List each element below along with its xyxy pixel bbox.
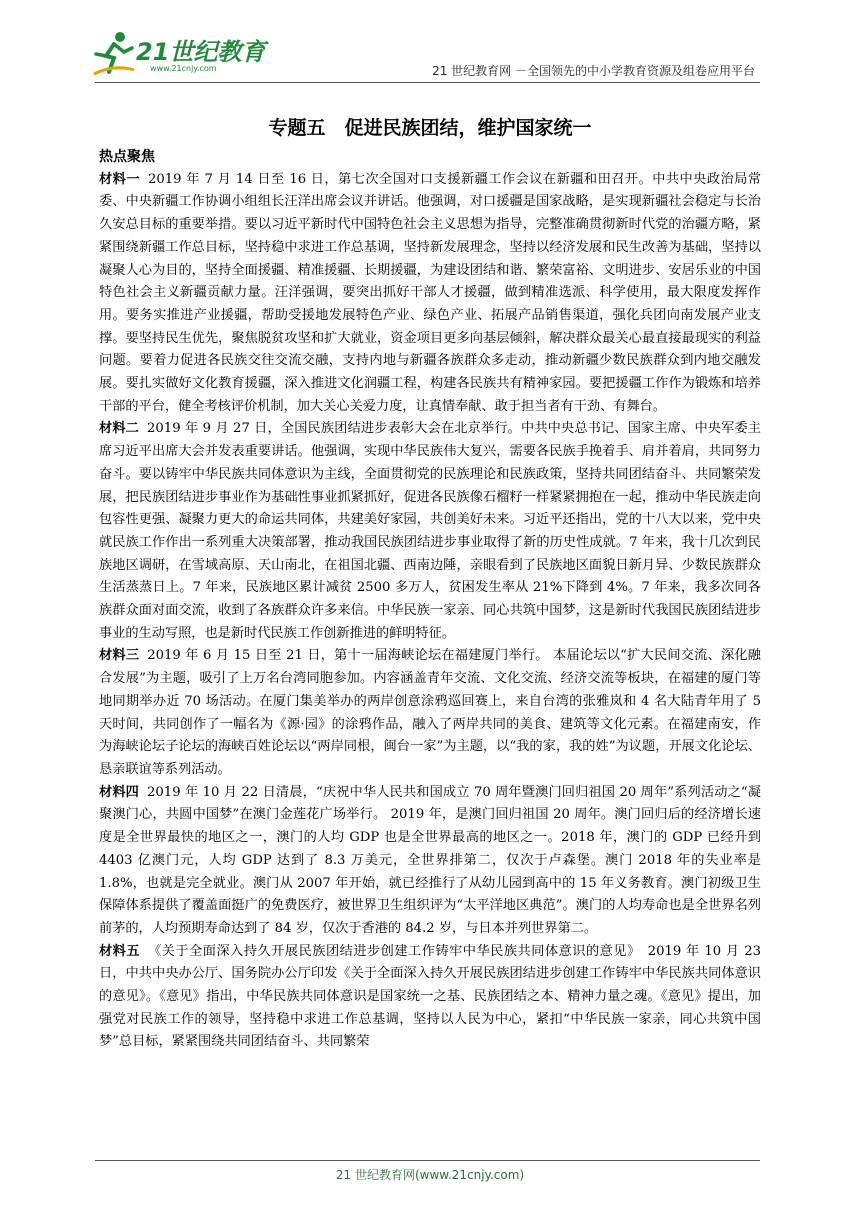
material-paragraph [99,169,761,419]
material-label: 材料三 [99,648,140,664]
header-tagline: 21 世纪教育网 －全国领先的中小学教育资源及组卷应用平台 [432,64,755,78]
material-text: 2019 年 9 月 27 日，全国民族团结进步表彰大会在北京举行。中共中央总书记、国家主席、中央军委主席习近平出席大会并发表重要讲话。他强调，实现中华民族伟大复兴，需要各民族手挽着手、肩并着肩，共同努力奋斗。要以铸牢中华民族共同体意识为主线，全面贯彻党的民族理论和民族政策，坚持共同团结奋斗、共同繁荣发展，把民族团结进步事业作为基础性事业抓紧抓好，促进各民族像石榴籽一样紧紧拥抱在一起，推动中华民族走向包容性更强、凝聚力更大的命运共同体，共建美好家园，共创美好未来。习近平还指出，党的十八大以来，党中央就民族工作作出一系列重大决策部署，推动我国民族团结进步事业取得了新的历史性成就。7 年来，我十几次到民族地区调研，在雪域高原、天山南北，在祖国北疆、西南边陲，亲眼看到了民族地区面貌日新月异、少数民族群众生活蒸蒸日上。7 年来，民族地区累计减贫 2500 多万人，贫困发生率从 21%下降到 4%。7 年来，我多次同各族群众面对面交流，收到了各族群众许多来信。中华民族一家亲、同心共筑中国梦，这是新时代我国民族团结进步事业的生动写照，也是新时代民族工作创新推进的鲜明特征。 [99,421,761,641]
footer-divider [95,1160,760,1161]
material-label: 材料二 [99,421,140,437]
header-divider [95,82,760,83]
material-paragraph [99,941,761,1055]
logo-url: www.21cnjy.com [150,64,217,73]
material-label: 材料五 [99,943,141,959]
material-label: 材料四 [99,784,140,800]
page-header [0,0,860,90]
footer-link[interactable]: 21 世纪教育网(www.21cnjy.com) [335,1168,525,1182]
material-paragraph [99,782,761,941]
document-body [99,146,761,1054]
material-paragraph [99,418,761,645]
material-text: 2019 年 10 月 22 日清晨，“庆祝中华人民共和国成立 70 周年暨澳门回归祖国 20 周年”系列活动之“凝聚澳门心，共圆中国梦”在澳门金莲花广场举行。 2019 年，是澳门回归祖国 20 周年。澳门回归后的经济增长速度是全世界最快的地区之一，澳门的人均 GDP 也是全世界最高的地区之一。2018 年，澳门的 GDP 已经升到 4403 亿澳门元，人均 GDP 达到了 8.3 万美元，全世界排第二，仅次于卢森堡。澳门 2018 年的失业率是 1.8%，也就是完全就业。澳门从 2007 年开始，就已经推行了从幼儿园到高中的 15 年义务教育。澳门初级卫生保障体系提供了覆盖面挺广的免费医疗，被世界卫生组织评为“太平洋地区典范”。澳门的人均寿命也是全世界名列前茅的，人均预期寿命达到了 84 岁，仅次于香港的 84.2 岁，与日本并列世界第二。 [99,784,761,936]
section-heading: 热点聚焦 [99,149,155,165]
runner-logo-icon [92,30,136,76]
document-title: 专题五 促进民族团结，维护国家统一 [268,117,592,139]
logo-text: 21世纪教育 [136,38,266,66]
material-paragraph [99,645,761,781]
site-logo[interactable] [92,30,266,80]
material-text: 2019 年 6 月 15 日至 21 日，第十一届海峡论坛在福建厦门举行。 本届论坛以“扩大民间交流、深化融合发展”为主题，吸引了上万名台湾同胞参加。内容涵盖青年交流、文化交流、经济交流等板块，在福建的厦门等地同期举办近 70 场活动。在厦门集美举办的两岸创意涂鸦巡回赛上，来自台湾的张雅岚和 4 名大陆青年用了 5 天时间，共同创作了一幅名为《源·园》的涂鸦作品，融入了两岸共同的美食、建筑等文化元素。在福建南安，作为海峡论坛子论坛的海峡百姓论坛以“两岸同根，闽台一家”为主题，以“我的家，我的姓”为议题，开展文化论坛、恳亲联谊等系列活动。 [99,648,761,777]
material-text: 《关于全面深入持久开展民族团结进步创建工作铸牢中华民族共同体意识的意见》 2019 年 10 月 23 日，中共中央办公厅、国务院办公厅印发《关于全面深入持久开展民族团结进步创建工作铸牢中华民族共同体意识的意见》。《意见》指出，中华民族共同体意识是国家统一之基、民族团结之本、精神力量之魂。《意见》提出，加强党对民族工作的领导，坚持稳中求进工作总基调，坚持以人民为中心，紧扣“中华民族一家亲，同心共筑中国梦”总目标，紧紧围绕共同团结奋斗、共同繁荣 [99,943,762,1050]
material-text: 2019 年 7 月 14 日至 16 日，第七次全国对口支援新疆工作会议在新疆和田召开。中共中央政治局常委、中央新疆工作协调小组组长汪洋出席会议并讲话。他强调，对口援疆是国家战略，是实现新疆社会稳定与长治久安总目标的重要举措。要以习近平新时代中国特色社会主义思想为指导，完整准确贯彻新时代党的治疆方略，紧紧围绕新疆工作总目标，坚持稳中求进工作总基调，坚持新发展理念，坚持以经济发展和民生改善为基础，坚持以凝聚人心为目的，坚持全面援疆、精准援疆、长期援疆，为建设团结和谐、繁荣富裕、文明进步、安居乐业的中国特色社会主义新疆贡献力量。汪洋强调，要突出抓好干部人才援疆，做到精准选派、科学使用，最大限度发挥作用。要务实推进产业援疆，帮助受援地发展特色产业、绿色产业、拓展产品销售渠道，强化兵团向南发展产业支撑。要坚持民生优先，聚焦脱贫攻坚和扩大就业，资金项目更多向基层倾斜，解决群众最关心最直接最现实的利益问题。要着力促进各民族交往交流交融，支持内地与新疆各族群众多走动，推动新疆少数民族群众到内地交融发展。要扎实做好文化教育援疆，深入推进文化润疆工程，构建各民族共有精神家园。要把援疆工作作为锻炼和培养干部的平台，健全考核评价机制，加大关心关爱力度，让真情奉献、敢于担当者有干劲、有舞台。 [99,171,762,414]
material-label: 材料一 [99,171,140,187]
